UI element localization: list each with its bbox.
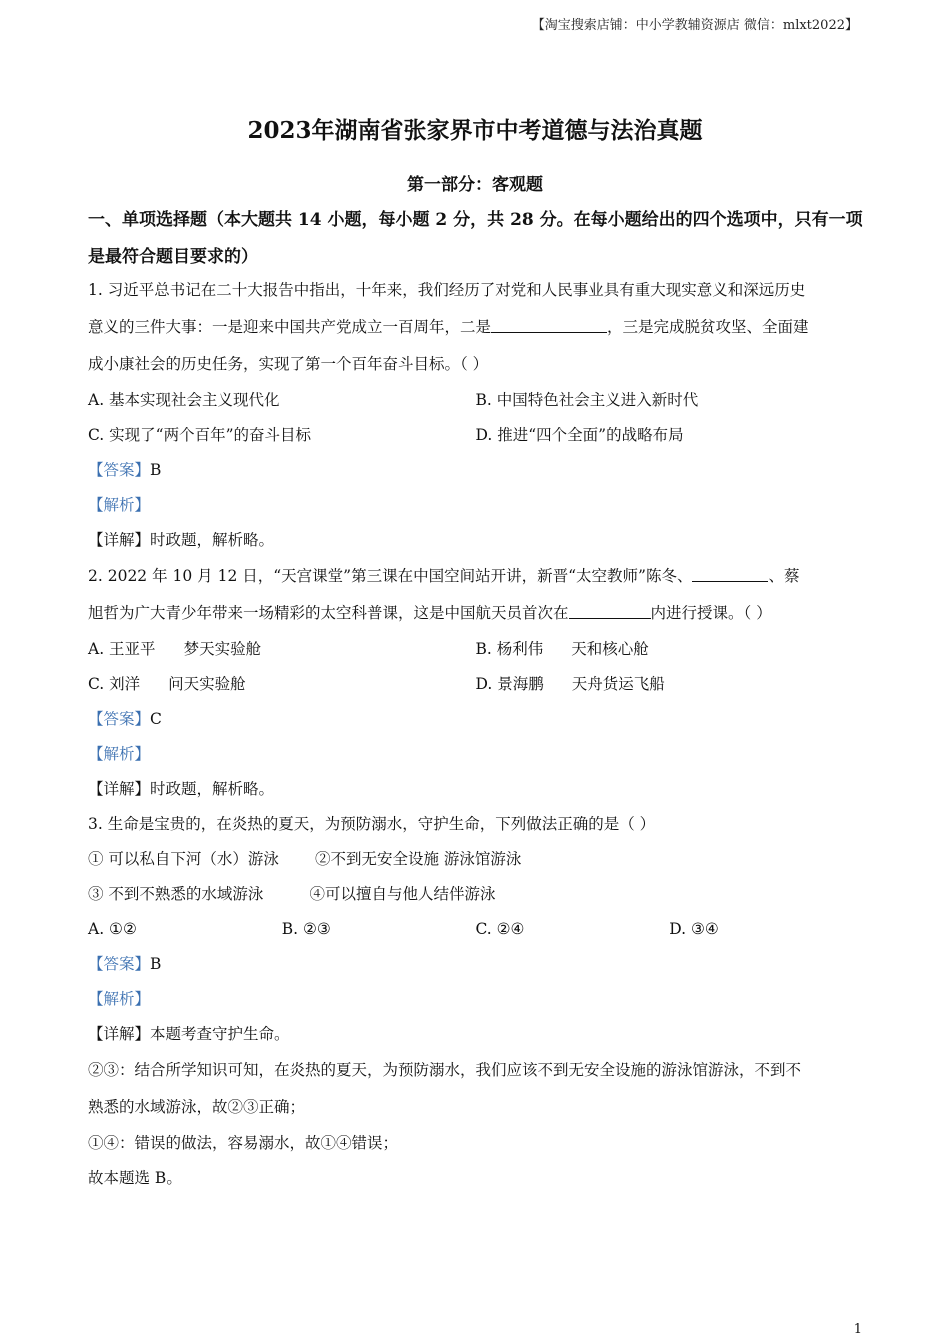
q3-option-a: A. ①② xyxy=(88,920,137,938)
analysis-label: 【解析】 xyxy=(88,990,151,1008)
option-letter: D. 景海鹏 xyxy=(475,675,544,693)
q2-blank xyxy=(569,601,651,619)
q1-options-row xyxy=(88,418,863,453)
answer-value: C xyxy=(150,710,162,728)
section-title: 一、单项选择题（本大题共 14 小题，每小题 2 分，共 28 分。在每小题给出的四个选项中，只有一项是最符合题目要求的） xyxy=(88,210,863,267)
q3-explain-line1: ②③：结合所学知识可知，在炎热的夏天，为预防溺水，我们应该不到无安全设施的游泳馆游泳，不到不 xyxy=(88,1061,802,1079)
option-letter: B. 杨利伟 xyxy=(475,640,544,658)
q1-analysis xyxy=(88,488,863,523)
q1-stem-text: 意义的三件大事：一是迎来中国共产党成立一百周年，二是 xyxy=(88,318,492,336)
q2-stem-line1 xyxy=(88,558,863,595)
page-number: 1 xyxy=(853,1322,862,1337)
q3-items-line2 xyxy=(88,877,863,912)
q2-option-a xyxy=(88,632,476,667)
answer-label: 【答案】 xyxy=(88,461,151,479)
q2-option-d xyxy=(476,667,864,702)
q2-stem-text: 2. 2022 年 10 月 12 日，“天宫课堂”第三课在中国空间站开讲，新晋“太空教师”陈冬、 xyxy=(88,567,693,585)
q1-options-row xyxy=(88,383,863,418)
q3-option-d: D. ③④ xyxy=(669,920,719,938)
detail-text: 本题考查守护生命。 xyxy=(150,1025,290,1043)
q3-item: ① 可以私自下河（水）游泳 xyxy=(88,850,279,868)
detail-label: 【详解】 xyxy=(88,780,151,798)
answer-value: B xyxy=(150,461,162,479)
q2-stem-text: 内进行授课。（ ） xyxy=(650,604,772,622)
answer-value: B xyxy=(150,955,162,973)
detail-label: 【详解】 xyxy=(88,1025,151,1043)
detail-label: 【详解】 xyxy=(88,531,151,549)
page-title: 2023年湖南省张家界市中考道德与法治真题 xyxy=(247,117,703,144)
q3-item: ②不到无安全设施 游泳馆游泳 xyxy=(314,850,522,868)
q3-stem: 3. 生命是宝贵的，在炎热的夏天，为预防溺水，守护生命，下列做法正确的是（ ） xyxy=(88,815,656,833)
answer-label: 【答案】 xyxy=(88,710,151,728)
q1-option-a: A. 基本实现社会主义现代化 xyxy=(88,391,280,409)
q2-options-row xyxy=(88,667,863,702)
q1-blank xyxy=(491,315,607,333)
q1-stem-line2 xyxy=(88,309,863,346)
analysis-label: 【解析】 xyxy=(88,745,151,763)
detail-text: 时政题，解析略。 xyxy=(150,780,275,798)
q1-option-c: C. 实现了“两个百年”的奋斗目标 xyxy=(88,426,312,444)
q1-option-b: B. 中国特色社会主义进入新时代 xyxy=(475,391,699,409)
option-text: 问天实验舱 xyxy=(168,675,246,693)
q3-item: ④可以擅自与他人结伴游泳 xyxy=(309,885,496,903)
q2-options-row xyxy=(88,632,863,667)
option-text: 天和核心舱 xyxy=(571,640,649,658)
option-letter: A. 王亚平 xyxy=(88,640,156,658)
q1-detail xyxy=(88,523,863,558)
q2-analysis xyxy=(88,737,863,772)
header-note: 【淘宝搜索店铺：中小学教辅资源店 微信：mlxt2022】 xyxy=(531,18,858,33)
q3-analysis xyxy=(88,982,863,1017)
question-content xyxy=(88,272,863,1196)
q1-answer xyxy=(88,453,863,488)
q2-stem-text: 旭哲为广大青少年带来一场精彩的太空科普课，这是中国航天员首次在 xyxy=(88,604,569,622)
q1-option-d: D. 推进“四个全面”的战略布局 xyxy=(475,426,684,444)
q3-options-row xyxy=(88,912,863,947)
q2-detail xyxy=(88,772,863,807)
q3-item: ③ 不到不熟悉的水域游泳 xyxy=(88,885,264,903)
q2-option-b xyxy=(476,632,864,667)
analysis-label: 【解析】 xyxy=(88,496,151,514)
part-title: 第一部分：客观题 xyxy=(407,175,543,195)
option-letter: C. 刘洋 xyxy=(88,675,141,693)
option-text: 天舟货运飞船 xyxy=(571,675,665,693)
q3-explain-line2: 熟悉的水域游泳，故②③正确； xyxy=(88,1098,306,1116)
q2-answer xyxy=(88,702,863,737)
q2-stem-text: 、蔡 xyxy=(768,567,800,585)
q3-option-c: C. ②④ xyxy=(475,920,525,938)
q3-option-b: B. ②③ xyxy=(281,920,331,938)
q3-items-line1 xyxy=(88,842,863,877)
q3-explain-line3: ①④：错误的做法，容易溺水，故①④错误； xyxy=(88,1134,399,1152)
q2-stem-line2 xyxy=(88,595,863,632)
option-text: 梦天实验舱 xyxy=(183,640,262,658)
answer-label: 【答案】 xyxy=(88,955,151,973)
q3-detail xyxy=(88,1017,863,1052)
q1-stem-line1: 1. 习近平总书记在二十大报告中指出，十年来，我们经历了对党和人民事业具有重大现实意义和深远历史 xyxy=(88,281,806,299)
q1-stem-text: ，三是完成脱贫攻坚、全面建 xyxy=(607,318,809,336)
detail-text: 时政题，解析略。 xyxy=(150,531,275,549)
q2-blank xyxy=(692,564,768,582)
q2-option-c xyxy=(88,667,476,702)
q3-answer xyxy=(88,947,863,982)
q3-explain-line4: 故本题选 B。 xyxy=(88,1169,182,1187)
q1-stem-line3: 成小康社会的历史任务，实现了第一个百年奋斗目标。（ ） xyxy=(88,355,489,373)
